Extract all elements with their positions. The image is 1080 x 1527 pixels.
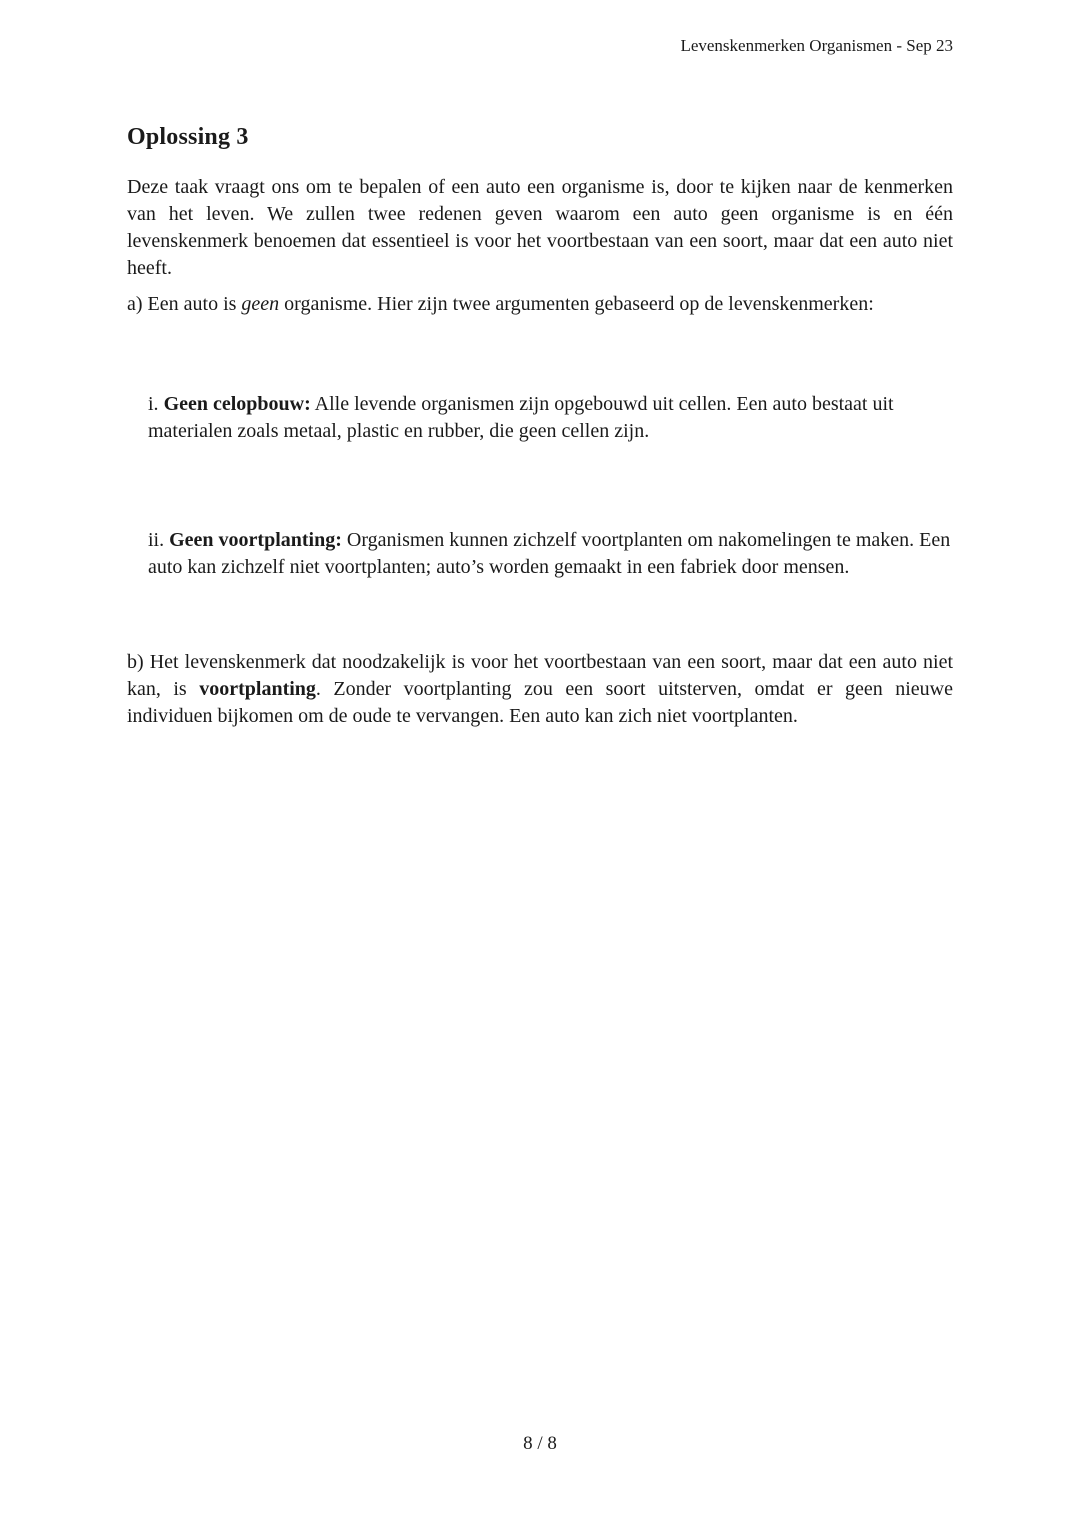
page-title: Oplossing 3	[127, 124, 249, 150]
running-header: Levenskenmerken Organismen - Sep 23	[680, 36, 953, 55]
part-b-paragraph	[127, 649, 953, 730]
page-number: 8 / 8	[523, 1433, 557, 1454]
part-a-prefix: a) Een auto is	[127, 293, 242, 315]
intro-paragraph: Deze taak vraagt ons om te bepalen of een auto een organisme is, door te kijken naar de kenmerken van het leven. We zullen twee redenen geven waarom een auto geen organisme is en één levenskenmerk benoemen dat essentieel is voor het voortbestaan van een soort, maar dat een auto niet heeft.	[127, 176, 953, 279]
argument-i-term: Geen celopbouw:	[163, 393, 311, 415]
argument-ii-text: Organismen kunnen zichzelf voortplanten om nakomelingen te maken. Een auto kan zichzelf niet voortplanten; auto’s worden gemaakt in een fabriek door mensen.	[148, 529, 951, 578]
part-a-italic-word: geen	[241, 293, 280, 315]
argument-ii-marker: ii.	[148, 529, 170, 551]
part-b-bold-word: voortplanting	[199, 678, 316, 700]
argument-item-i	[148, 391, 938, 445]
argument-i-text: Alle levende organismen zijn opgebouwd uit cellen. Een auto bestaat uit materialen zoals metaal, plastic en rubber, die geen cellen zijn.	[148, 393, 894, 442]
part-b-suffix: . Zonder voortplanting zou een soort uitsterven, omdat er geen nieuwe individuen bijkomen om de oude te vervangen. Een auto kan zich niet voortplanten.	[127, 678, 953, 727]
part-a-paragraph	[127, 291, 953, 318]
argument-item-ii	[148, 527, 953, 581]
part-b-prefix: b) Het levenskenmerk dat noodzakelijk is voor het voortbestaan van een soort, maar dat een auto niet kan, is	[127, 651, 953, 700]
part-a-suffix: organisme. Hier zijn twee argumenten gebaseerd op de levenskenmerken:	[279, 293, 874, 315]
argument-ii-term: Geen voortplanting:	[169, 529, 342, 551]
argument-i-marker: i.	[148, 393, 164, 415]
